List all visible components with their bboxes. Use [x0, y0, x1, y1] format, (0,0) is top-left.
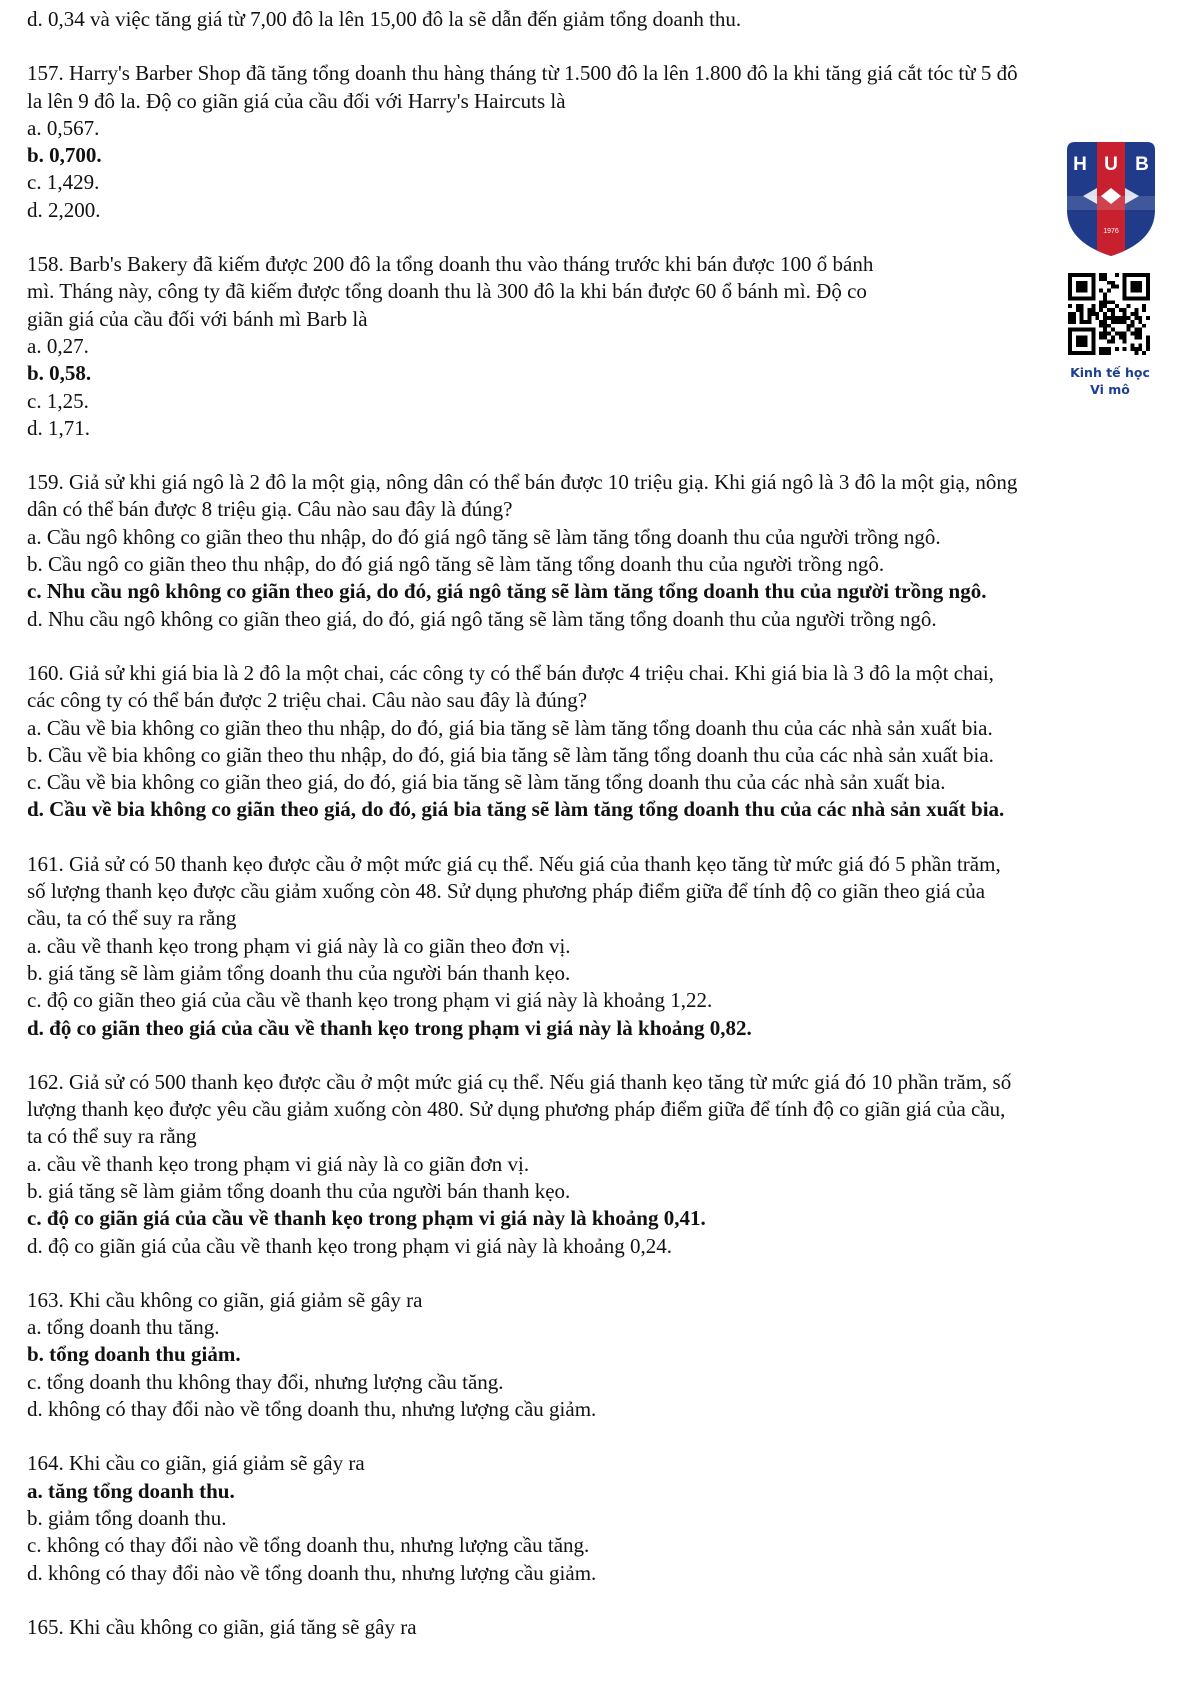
answer-option: c. độ co giãn theo giá của cầu về thanh kẹo trong phạm vi giá này là khoảng 1,22.	[27, 988, 713, 1013]
answer-option: c. 1,429.	[27, 170, 100, 195]
question-block	[27, 851, 1177, 1042]
answer-option-correct: b. 0,58.	[27, 361, 92, 386]
question-stem-line: 162. Giả sử có 500 thanh kẹo được cầu ở một mức giá cụ thể. Nếu giá thanh kẹo tăng từ mức giá đó 10 phần trăm, số	[27, 1069, 1012, 1094]
question-stem-line: số lượng thanh kẹo được cầu giảm xuống còn 48. Sử dụng phương pháp điểm giữa để tính độ co giãn theo giá của	[27, 879, 986, 904]
answer-option: b. Cầu về bia không co giãn theo thu nhập, do đó, giá bia tăng sẽ làm tăng tổng doanh thu của các nhà sản xuất bia.	[27, 742, 994, 767]
question-stem-line: dân có thể bán được 8 triệu giạ. Câu nào sau đây là đúng?	[27, 497, 513, 522]
answer-option: b. giảm tổng doanh thu.	[27, 1505, 227, 1530]
answer-option: d. 1,71.	[27, 415, 90, 440]
answer-option: a. 0,27.	[27, 333, 89, 358]
qr-code-icon	[1068, 273, 1150, 355]
question-block	[27, 251, 1177, 442]
logo-letter-u: U	[1104, 154, 1118, 175]
question-spacer	[27, 824, 1177, 851]
answer-option: d. độ co giãn giá của cầu về thanh kẹo trong phạm vi giá này là khoảng 0,24.	[27, 1233, 672, 1258]
answer-option: c. Cầu về bia không co giãn theo giá, do đó, giá bia tăng sẽ làm tăng tổng doanh thu của các nhà sản xuất bia.	[27, 770, 946, 795]
logo-letter-h: H	[1073, 154, 1087, 175]
course-subtitle: Vi mô	[1090, 382, 1130, 397]
question-spacer	[27, 633, 1177, 660]
answer-option: d. không có thay đổi nào về tổng doanh thu, nhưng lượng cầu giảm.	[27, 1560, 597, 1585]
answer-option-correct: b. tổng doanh thu giảm.	[27, 1342, 241, 1367]
question-stem-line: la lên 9 đô la. Độ co giãn giá của cầu đối với Harry's Haircuts là	[27, 88, 566, 113]
question-stem-line: 165. Khi cầu không co giãn, giá tăng sẽ gây ra	[27, 1614, 417, 1639]
question-list	[27, 33, 1177, 1641]
exam-document	[27, 6, 1177, 1641]
question-stem-line: các công ty có thể bán được 2 triệu chai. Câu nào sau đây là đúng?	[27, 688, 588, 713]
question-spacer	[27, 224, 1177, 251]
answer-option: b. giá tăng sẽ làm giảm tổng doanh thu của người bán thanh kẹo.	[27, 1178, 571, 1203]
answer-option-correct: c. Nhu cầu ngô không co giãn theo giá, do đó, giá ngô tăng sẽ làm tăng tổng doanh thu của người trồng ngô.	[27, 579, 987, 604]
question-spacer	[27, 1587, 1177, 1614]
question-block	[27, 469, 1177, 633]
question-stem-line: 160. Giả sử khi giá bia là 2 đô la một chai, các công ty có thể bán được 4 triệu chai. Khi giá bia là 3 đô la một chai,	[27, 660, 994, 685]
question-block	[27, 660, 1177, 824]
question-stem-line: 159. Giả sử khi giá ngô là 2 đô la một giạ, nông dân có thể bán được 10 triệu giạ. Khi giá ngô là 3 đô la một giạ, nông	[27, 470, 1018, 495]
answer-option: a. Cầu ngô không co giãn theo thu nhập, do đó giá ngô tăng sẽ làm tăng tổng doanh thu của người trồng ngô.	[27, 524, 941, 549]
question-spacer	[27, 1042, 1177, 1069]
answer-option: a. Cầu về bia không co giãn theo thu nhập, do đó, giá bia tăng sẽ làm tăng tổng doanh thu của các nhà sản xuất bia.	[27, 715, 993, 740]
answer-option-correct: d. độ co giãn theo giá của cầu về thanh kẹo trong phạm vi giá này là khoảng 0,82.	[27, 1015, 752, 1040]
question-stem-line: lượng thanh kẹo được yêu cầu giảm xuống còn 480. Sử dụng phương pháp điểm giữa để tính độ co giãn giá của cầu,	[27, 1097, 1006, 1122]
question-spacer	[27, 33, 1177, 60]
question-stem-line: 157. Harry's Barber Shop đã tăng tổng doanh thu hàng tháng từ 1.500 đô la lên 1.800 đô la khi tăng giá cắt tóc từ 5 đô	[27, 61, 1018, 86]
previous-question-option: d. 0,34 và việc tăng giá từ 7,00 đô la lên 15,00 đô la sẽ dẫn đến giảm tổng doanh thu.	[27, 7, 742, 31]
question-block	[27, 1069, 1177, 1260]
question-spacer	[27, 1423, 1177, 1450]
question-spacer	[27, 1260, 1177, 1287]
answer-option: a. tổng doanh thu tăng.	[27, 1315, 220, 1340]
answer-option-correct: b. 0,700.	[27, 143, 102, 168]
question-stem-line: mì. Tháng này, công ty đã kiếm được tổng doanh thu là 300 đô la khi bán được 60 ổ bánh mì. Độ co	[27, 279, 867, 304]
question-spacer	[27, 442, 1177, 469]
answer-option: d. Nhu cầu ngô không co giãn theo giá, do đó, giá ngô tăng sẽ làm tăng tổng doanh thu của người trồng ngô.	[27, 606, 937, 631]
answer-option: b. giá tăng sẽ làm giảm tổng doanh thu của người bán thanh kẹo.	[27, 960, 571, 985]
question-stem-line: 158. Barb's Bakery đã kiếm được 200 đô la tổng doanh thu vào tháng trước khi bán được 100 ổ bánh	[27, 252, 874, 277]
answer-option: c. tổng doanh thu không thay đổi, nhưng lượng cầu tăng.	[27, 1369, 504, 1394]
course-title: Kinh tế học	[1070, 365, 1150, 380]
question-block	[27, 60, 1177, 224]
question-stem-line: 161. Giả sử có 50 thanh kẹo được cầu ở một mức giá cụ thể. Nếu giá của thanh kẹo tăng từ mức giá đó 5 phần trăm,	[27, 851, 1001, 876]
question-stem-line: giãn giá của cầu đối với bánh mì Barb là	[27, 306, 368, 331]
answer-option: a. cầu về thanh kẹo trong phạm vi giá này là co giãn đơn vị.	[27, 1151, 530, 1176]
logo-year: 1976	[1103, 228, 1119, 235]
answer-option: d. không có thay đổi nào về tổng doanh thu, nhưng lượng cầu giảm.	[27, 1397, 597, 1422]
answer-option-correct: a. tăng tổng doanh thu.	[27, 1478, 235, 1503]
answer-option: a. cầu về thanh kẹo trong phạm vi giá này là co giãn theo đơn vị.	[27, 933, 571, 958]
question-stem-line: ta có thể suy ra rằng	[27, 1124, 197, 1149]
answer-option: a. 0,567.	[27, 115, 100, 140]
hub-logo	[1063, 138, 1159, 258]
question-stem-line: cầu, ta có thể suy ra rằng	[27, 906, 237, 931]
question-stem-line: 164. Khi cầu co giãn, giá giảm sẽ gây ra	[27, 1451, 365, 1476]
sidebar-branding	[1055, 138, 1165, 418]
answer-option: d. 2,200.	[27, 197, 101, 222]
answer-option: c. không có thay đổi nào về tổng doanh thu, nhưng lượng cầu tăng.	[27, 1533, 590, 1558]
question-block	[27, 1287, 1177, 1423]
answer-option: c. 1,25.	[27, 388, 89, 413]
answer-option-correct: d. Cầu về bia không co giãn theo giá, do đó, giá bia tăng sẽ làm tăng tổng doanh thu của các nhà sản xuất bia.	[27, 797, 1005, 822]
answer-option-correct: c. độ co giãn giá của cầu về thanh kẹo trong phạm vi giá này là khoảng 0,41.	[27, 1206, 706, 1231]
answer-option: b. Cầu ngô co giãn theo thu nhập, do đó giá ngô tăng sẽ làm tăng tổng doanh thu của người trồng ngô.	[27, 552, 885, 577]
question-block	[27, 1450, 1177, 1586]
question-block	[27, 1614, 1177, 1641]
logo-letter-b: B	[1135, 154, 1149, 175]
question-stem-line: 163. Khi cầu không co giãn, giá giảm sẽ gây ra	[27, 1287, 423, 1312]
